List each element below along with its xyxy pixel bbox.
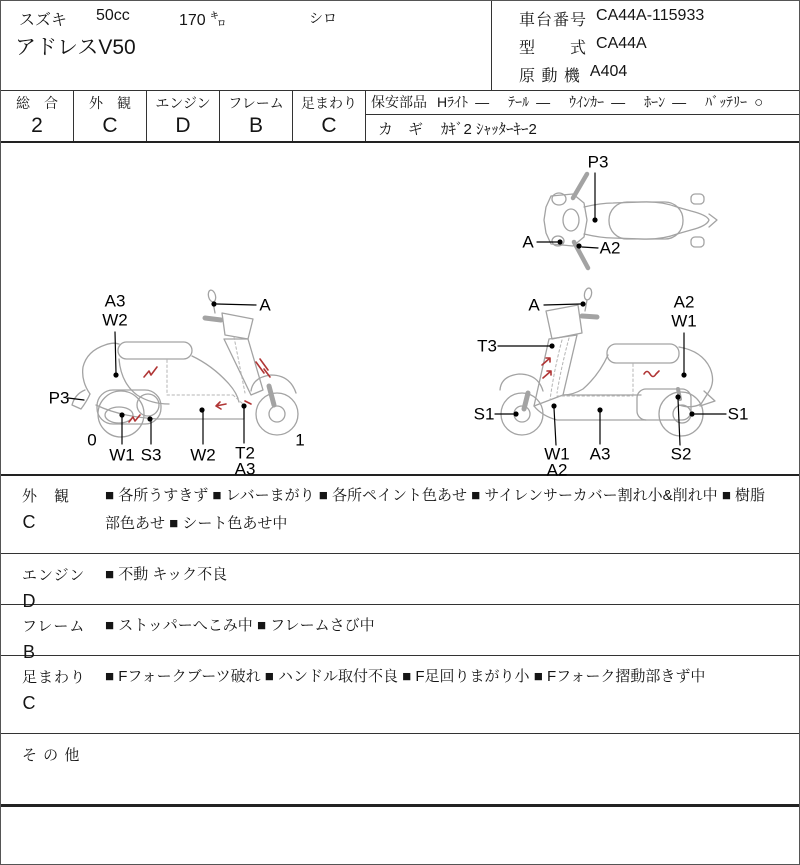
safety-item-value: — <box>475 94 490 110</box>
diagram-label-t2: T2 <box>235 443 255 463</box>
grade-cell-engine <box>147 90 220 141</box>
key-row <box>366 115 799 141</box>
section-header <box>1 657 101 733</box>
chassis-number-value: CA44A-115933 <box>596 7 705 24</box>
footer-empty-row <box>1 810 799 864</box>
section-grade: B <box>22 642 35 662</box>
chassis-number-row <box>519 7 704 30</box>
safety-item-horn <box>644 92 686 112</box>
safety-item-label: ｳｲﾝｶｰ <box>569 94 605 110</box>
mileage: 170 ㌔ <box>179 12 227 29</box>
section-exterior <box>1 476 799 554</box>
grade-value: D <box>175 114 191 137</box>
diagram-label-w2-floor: W2 <box>190 445 216 465</box>
section-header <box>1 555 101 611</box>
grade-value: 2 <box>31 114 43 137</box>
key-label: カ ギ <box>378 120 424 138</box>
diagram-label-s1-front: S1 <box>473 404 495 424</box>
section-other <box>1 735 799 807</box>
grade-cell-undercarriage <box>293 90 366 141</box>
diagram-label-tread-rear: 1 <box>295 430 305 450</box>
section-notes: ■ 不動 キック不良 <box>105 566 228 583</box>
safety-parts-title: 保安部品 <box>371 94 427 110</box>
model-name: アドレスV50 <box>15 36 136 59</box>
safety-item-headlight <box>437 92 489 112</box>
engine-code-value: A404 <box>589 63 628 80</box>
section-header <box>1 735 101 804</box>
diagram-label-s2: S2 <box>670 444 692 464</box>
diagram-label-w1-right: W1 <box>671 311 697 331</box>
panel-seam-lines-left <box>167 337 245 405</box>
safety-items <box>437 92 763 112</box>
diagram-label-a: A <box>259 295 271 315</box>
body-color: シロ <box>309 10 337 26</box>
safety-parts-row <box>366 90 799 115</box>
safety-item-value: — <box>611 94 626 110</box>
engine-code-label: 原 動 機 <box>519 68 581 85</box>
damage-diagram-area <box>1 141 799 480</box>
model-code-label: 型 式 <box>519 40 588 57</box>
scooter-top-view <box>544 174 717 268</box>
diagram-label-p3: P3 <box>48 388 70 408</box>
section-frame <box>1 606 799 662</box>
diagram-label-w1-bottom: W1 <box>544 444 570 464</box>
diagram-label-a3: A3 <box>104 291 126 311</box>
grade-label: 外 観 <box>89 95 131 111</box>
safety-item-value: — <box>536 94 551 110</box>
model-code-value: CA44A <box>596 35 647 52</box>
grade-row <box>1 90 799 141</box>
diagram-label-p3-top: P3 <box>587 152 609 172</box>
diagram-label-w2: W2 <box>102 310 128 330</box>
section-label: 足まわり <box>22 669 87 686</box>
section-label: フレーム <box>22 618 86 635</box>
diagram-label-a3-floor: A3 <box>589 444 611 464</box>
section-notes: ■ Fフォークブーツ破れ ■ ハンドル取付不良 ■ F足回りまがり小 ■ Fフォーク摺動部きず中 <box>105 668 706 685</box>
grade-cell-overall <box>1 90 74 141</box>
grade-label: エンジン <box>155 95 211 111</box>
safety-parts-box <box>366 90 799 141</box>
diagram-label-s3: S3 <box>140 445 162 465</box>
section-notes: ■ ストッパーへこみ中 ■ フレームさび中 <box>105 617 375 634</box>
key-value: ｶｷﾞ2 ｼｬｯﾀｰｷｰ2 <box>441 120 537 138</box>
safety-item-label: ﾊﾞｯﾃﾘｰ <box>705 94 748 110</box>
diagram-label-a2-right: A2 <box>673 292 695 312</box>
section-engine <box>1 555 799 611</box>
diagram-label-a-top: A <box>522 232 534 252</box>
panel-seam-lines-right <box>550 338 633 400</box>
section-notes: ■ 各所うすきず ■ レバーまがり ■ 各所ペイント色あせ ■ サイレンサーカバー割れ小&削れ中 ■ 樹脂部色あせ ■ シート色あせ中 <box>105 487 766 532</box>
diagram-label-s1-rear: S1 <box>727 404 749 424</box>
safety-item-label: Hﾗｲﾄ <box>437 94 469 110</box>
section-undercarriage <box>1 657 799 734</box>
diagram-label-w1: W1 <box>109 445 135 465</box>
section-grade: C <box>22 512 36 532</box>
maker-name: スズキ <box>19 12 68 29</box>
header-divider <box>491 1 492 90</box>
diagram-label-a3-bottom: A3 <box>234 459 256 479</box>
section-notes <box>101 735 799 804</box>
chassis-number-label: 車台番号 <box>519 12 588 29</box>
grade-value: C <box>102 114 118 137</box>
grade-label: フレーム <box>228 95 284 111</box>
grade-cell-frame <box>220 90 293 141</box>
diagram-label-t3: T3 <box>477 336 497 356</box>
grade-value: B <box>248 114 263 137</box>
engine-code-row <box>519 63 627 86</box>
safety-item-winker <box>569 92 625 112</box>
safety-item-label: ﾃｰﾙ <box>508 94 530 110</box>
header <box>1 1 799 91</box>
safety-item-tail <box>508 92 550 112</box>
section-header <box>1 476 101 553</box>
diagram-label-a2-bottom: A2 <box>546 460 568 480</box>
safety-item-battery <box>705 92 763 112</box>
grade-cell-exterior <box>74 90 147 141</box>
diagram-label-a2-top: A2 <box>599 238 621 258</box>
grade-label: 足まわり <box>301 95 357 111</box>
displacement: 50cc <box>96 7 130 24</box>
section-label: そ の 他 <box>22 747 81 764</box>
section-grade: D <box>22 591 36 611</box>
diagram-label-a-right: A <box>528 295 540 315</box>
grade-label: 総 合 <box>16 95 58 111</box>
diagram-label-tread-front: 0 <box>87 430 97 450</box>
safety-item-value: ○ <box>754 93 764 111</box>
safety-item-value: — <box>672 94 687 110</box>
safety-item-label: ﾎｰﾝ <box>644 94 666 110</box>
grade-value: C <box>321 114 337 137</box>
section-label: エンジン <box>22 567 86 584</box>
section-header <box>1 606 101 662</box>
model-code-row <box>519 35 647 58</box>
section-label: 外 観 <box>22 488 71 505</box>
section-grade: C <box>22 693 36 713</box>
